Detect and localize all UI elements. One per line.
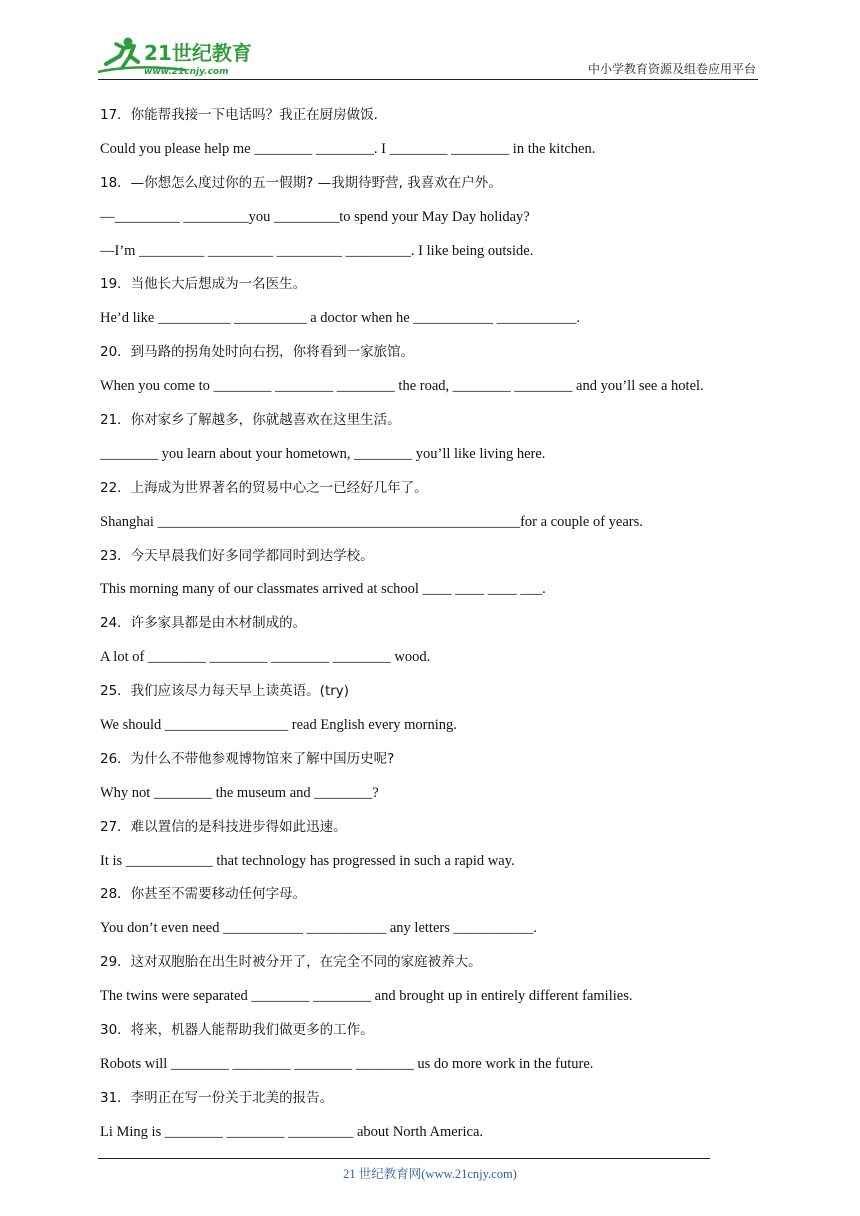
question-prompt: 18．—你想怎么度过你的五一假期? —我期待野营, 我喜欢在户外。: [100, 174, 502, 191]
answer-line: Shanghai __________________________________________________for a couple of years.: [100, 513, 643, 530]
question-prompt: 17．你能帮我接一下电话吗？我正在厨房做饭.: [100, 107, 378, 123]
answer-line: He’d like __________ __________ a doctor when he ___________ ___________.: [100, 310, 581, 327]
answer-line: The twins were separated ________ ________ and brought up in entirely different families.: [100, 988, 633, 1005]
question-prompt: 20．到马路的拐角处时向右拐，你将看到一家旅馆。: [100, 344, 415, 361]
header-divider: [98, 79, 758, 80]
answer-line: We should _________________ read English every morning.: [100, 717, 457, 734]
question-prompt: 28．你甚至不需要移动任何字母。: [100, 886, 307, 903]
question-prompt: 29．这对双胞胎在出生时被分开了，在完全不同的家庭被养大。: [100, 954, 482, 971]
answer-line: You don’t even need ___________ ___________ any letters ___________.: [100, 920, 537, 937]
answer-line: This morning many of our classmates arrived at school ____ ____ ____ ___.: [100, 581, 546, 598]
header-platform-text: 中小学教育资源及组卷应用平台: [587, 62, 756, 76]
site-logo: [94, 34, 264, 78]
question-prompt: 24．许多家具都是由木材制成的。: [100, 615, 307, 632]
answer-line: When you come to ________ ________ ________ the road, ________ ________ and you’ll see a hotel.: [100, 378, 704, 395]
answer-line: Why not ________ the museum and ________?: [100, 784, 379, 801]
answer-line: Li Ming is ________ ________ _________ about North America.: [100, 1123, 484, 1140]
svg-text:21世纪教育: 21世纪教育: [144, 41, 252, 65]
answer-line: Could you please help me ________ ________. I ________ ________ in the kitchen.: [100, 140, 596, 157]
answer-line: Robots will ________ ________ ________ ________ us do more work in the future.: [100, 1055, 594, 1072]
question-prompt: 31．李明正在写一份关于北美的报告。: [100, 1089, 334, 1106]
svg-text:www.21cnjy.com: www.21cnjy.com: [144, 67, 229, 77]
question-prompt: 30．将来，机器人能帮助我们做更多的工作。: [100, 1022, 374, 1039]
answer-line: —_________ _________you _________to spend your May Day holiday?: [100, 208, 530, 225]
answer-line: —I’m _________ _________ _________ _________. I like being outside.: [100, 242, 534, 259]
answer-line: It is ____________ that technology has progressed in such a rapid way.: [100, 852, 515, 869]
question-prompt: 21．你对家乡了解越多，你就越喜欢在这里生活。: [100, 412, 401, 429]
footer-divider: [98, 1158, 710, 1159]
answer-line: ________ you learn about your hometown, ________ you’ll like living here.: [100, 445, 546, 462]
question-prompt: 26．为什么不带他参观博物馆来了解中国历史呢?: [100, 750, 395, 767]
question-prompt: 19．当他长大后想成为一名医生。: [100, 276, 307, 293]
question-prompt: 27．难以置信的是科技进步得如此迅速。: [100, 818, 347, 835]
question-prompt: 22．上海成为世界著名的贸易中心之一已经好几年了。: [100, 479, 428, 496]
answer-line: A lot of ________ ________ ________ ________ wood.: [100, 649, 431, 666]
page-header: [0, 0, 860, 82]
question-prompt: 25．我们应该尽力每天早上读英语。(try): [100, 683, 350, 700]
exercise-list: [100, 103, 780, 1154]
question-prompt: 23．今天早晨我们好多同学都同时到达学校。: [100, 547, 374, 564]
footer-source: 21 世纪教育网(www.21cnjy.com): [343, 1167, 517, 1181]
